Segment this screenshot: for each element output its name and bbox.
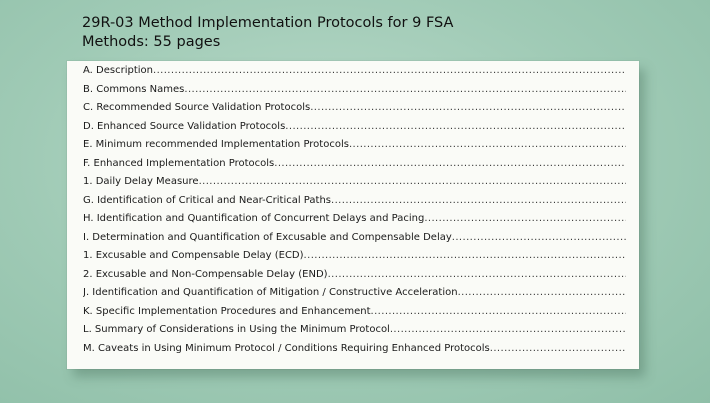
- dot-leader: [424, 213, 626, 224]
- document-title: 29R-03 Method Implementation Protocols for 9 FSA: [82, 15, 454, 31]
- document-subtitle: Methods: 55 pages: [82, 34, 221, 50]
- toc-entry-label: 2. Excusable and Non-Compensable Delay (END): [83, 268, 328, 280]
- dot-leader: [349, 139, 626, 150]
- dot-leader: [153, 65, 626, 76]
- table-of-contents: [83, 65, 626, 361]
- toc-entry-m-caveats[interactable]: [83, 343, 626, 362]
- toc-entry-label: L. Summary of Considerations in Using the Minimum Protocol: [83, 324, 390, 335]
- toc-entry-label: H. Identification and Quantification of Concurrent Delays and Pacing: [83, 213, 425, 224]
- dot-leader: [285, 121, 626, 132]
- toc-entry-label: F. Enhanced Implementation Protocols: [83, 157, 275, 169]
- dot-leader: [458, 287, 626, 298]
- toc-entry-label: E. Minimum recommended Implementation Protocols: [83, 139, 349, 150]
- dot-leader: [199, 176, 626, 187]
- toc-entry-label: A. Description: [83, 65, 153, 76]
- toc-entry-i-excusable-compensable-delay[interactable]: [83, 232, 626, 251]
- toc-entry-b-commons-names[interactable]: [83, 84, 626, 103]
- dot-leader: [371, 306, 627, 317]
- toc-entry-label: I. Determination and Quantification of Excusable and Compensable Delay: [83, 231, 452, 243]
- toc-entry-h-concurrent-delays[interactable]: [83, 213, 626, 232]
- toc-entry-label: 1. Daily Delay Measure: [83, 176, 199, 187]
- dot-leader: [331, 195, 626, 206]
- toc-entry-label: M. Caveats in Using Minimum Protocol / Conditions Requiring Enhanced Protocols: [83, 342, 490, 354]
- toc-entry-g-critical-paths[interactable]: [83, 195, 626, 214]
- toc-entry-f-enhanced-implementation[interactable]: [83, 158, 626, 177]
- toc-entry-d-enhanced-source-validation[interactable]: [83, 121, 626, 140]
- toc-entry-label: B. Commons Names: [83, 83, 185, 95]
- dot-leader: [274, 158, 626, 169]
- table-of-contents-card: [67, 61, 639, 369]
- dot-leader: [328, 269, 626, 280]
- toc-entry-2-end[interactable]: [83, 269, 626, 288]
- dot-leader: [452, 232, 626, 243]
- toc-entry-j-mitigation-acceleration[interactable]: [83, 287, 626, 306]
- toc-entry-k-specific-procedures[interactable]: [83, 306, 626, 325]
- toc-entry-a-description[interactable]: [83, 65, 626, 84]
- toc-entry-1-daily-delay-measure[interactable]: [83, 176, 626, 195]
- toc-entry-c-recommended-source-validation[interactable]: [83, 102, 626, 121]
- dot-leader: [490, 343, 626, 354]
- toc-entry-label: J. Identification and Quantification of Mitigation / Constructive Acceleration: [83, 287, 458, 298]
- toc-entry-label: D. Enhanced Source Validation Protocols: [83, 120, 286, 132]
- dot-leader: [304, 250, 626, 261]
- dot-leader: [310, 102, 626, 113]
- toc-entry-l-summary-considerations[interactable]: [83, 324, 626, 343]
- dot-leader: [184, 84, 626, 95]
- toc-entry-label: 1. Excusable and Compensable Delay (ECD): [83, 250, 304, 261]
- toc-entry-label: G. Identification of Critical and Near-Critical Paths: [83, 194, 331, 206]
- toc-entry-e-minimum-implementation[interactable]: [83, 139, 626, 158]
- toc-entry-1-ecd[interactable]: [83, 250, 626, 269]
- document-header: [82, 14, 642, 52]
- toc-entry-label: C. Recommended Source Validation Protocols: [83, 102, 311, 113]
- toc-entry-label: K. Specific Implementation Procedures and Enhancement: [83, 305, 371, 317]
- dot-leader: [390, 324, 626, 335]
